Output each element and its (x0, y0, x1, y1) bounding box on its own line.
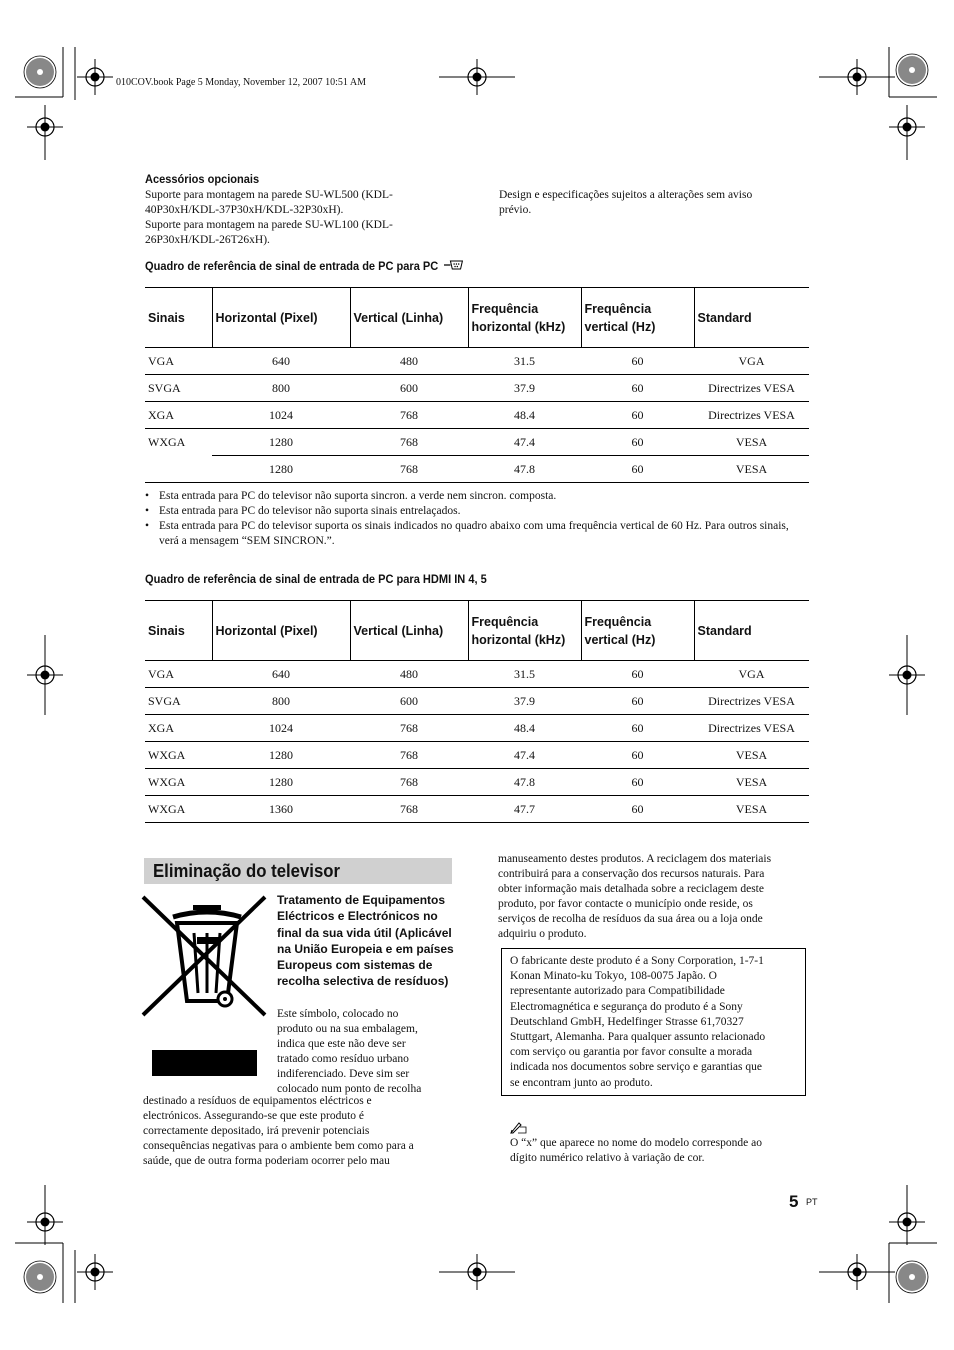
list-item: • Esta entrada para PC do televisor não suporta sincron. a verde nem sincron. composta. (145, 489, 810, 504)
page-number: 5 (789, 1192, 799, 1211)
text-line: tratado como resíduo urbano (277, 1053, 409, 1065)
table-cell: 37.9 (468, 688, 581, 715)
text-line: Este símbolo, colocado no (277, 1008, 399, 1020)
table-cell: SVGA (145, 375, 212, 402)
text-line: colocado num ponto de recolha (277, 1083, 422, 1095)
hdmi-table-title: Quadro de referência de sinal de entrada de PC para HDMI IN 4, 5 (145, 572, 487, 586)
pc-input-icon (444, 259, 464, 271)
text-line: Konan Minato-ku Tokyo, 108-0075 Japão. O (510, 970, 717, 983)
page-language: PT (806, 1197, 818, 1207)
table-cell: 47.4 (468, 742, 581, 769)
table-header-row (145, 601, 809, 661)
table-cell: 800 (212, 688, 350, 715)
table-cell: 47.4 (468, 429, 581, 456)
registration-mark-icon (24, 1261, 56, 1293)
table-cell: 768 (350, 769, 468, 796)
registration-mark-icon (77, 59, 113, 95)
col-header: Horizontal (Pixel) (212, 601, 350, 661)
table-row (145, 348, 809, 375)
col-header: Frequência horizontal (kHz) (468, 288, 581, 348)
text-line: saúde, que de outra forma poderiam ocorrer pelo mau (143, 1155, 390, 1167)
text-line: destinado a resíduos de equipamentos eléctricos e (143, 1095, 372, 1107)
table-row (145, 402, 809, 429)
table-cell: 60 (581, 348, 694, 375)
design-note (499, 188, 752, 218)
text-line: Stuttgart, Alemanha. Para qualquer assunto relacionado (510, 1031, 766, 1044)
table-cell: Directrizes VESA (694, 715, 809, 742)
col-header: Sinais (145, 288, 212, 348)
weee-crossed-bin-icon (141, 893, 267, 1079)
table-cell: 48.4 (468, 402, 581, 429)
table-cell: 60 (581, 661, 694, 688)
text-line: serviços de recolha de resíduos da sua área ou a loja onde (498, 913, 763, 925)
table-cell: VGA (145, 348, 212, 375)
table-cell: 800 (212, 375, 350, 402)
accessory-line: Suporte para montagem na parede SU-WL100 (KDL- (145, 219, 393, 231)
table-cell: 60 (581, 742, 694, 769)
col-header: Frequência horizontal (kHz) (468, 601, 581, 661)
table-cell: VESA (694, 742, 809, 769)
col-header: Standard (697, 310, 752, 325)
col-header: Standard (697, 623, 752, 638)
table-cell: WXGA (145, 769, 212, 796)
weee-text-wide (143, 1094, 414, 1169)
table-cell: VGA (694, 661, 809, 688)
table-cell: VESA (694, 796, 809, 823)
table-cell: 640 (212, 348, 350, 375)
table-cell: 768 (350, 402, 468, 429)
table-row (145, 688, 809, 715)
table-cell: WXGA (145, 742, 212, 769)
weee-text-continuation (498, 852, 771, 942)
weee-text-narrow (277, 1007, 421, 1097)
text-line: obter informação mais detalhada sobre a reciclagem deste (498, 883, 764, 895)
table-row (145, 796, 809, 823)
text-line: Electromagnética e segurança do produto é a Sony (510, 1000, 743, 1013)
accessory-line: 40P30xH/KDL-37P30xH/KDL-32P30xH). (145, 204, 344, 216)
list-item: • Esta entrada para PC do televisor não suporta sinais entrelaçados. (145, 504, 810, 519)
text-line: indica que este não deve ser (277, 1038, 406, 1050)
table-cell: 60 (581, 456, 694, 483)
table-cell: 1280 (212, 429, 350, 456)
table-cell: 768 (350, 429, 468, 456)
table-cell (145, 456, 212, 483)
accessory-line: Suporte para montagem na parede SU-WL500 (KDL- (145, 189, 393, 201)
optional-accessories-title: Acessórios opcionais (145, 172, 260, 186)
table-cell: 60 (581, 402, 694, 429)
col-header: Sinais (145, 601, 212, 661)
hdmi-signal-table (145, 600, 809, 823)
table-cell: WXGA (148, 434, 186, 449)
book-info: 010COV.book Page 5 Monday, November 12, 2007 10:51 AM (116, 77, 366, 88)
table-cell: 60 (581, 688, 694, 715)
table-cell: 60 (581, 429, 694, 456)
text-line: O “x” que aparece no nome do modelo corresponde ao (510, 1137, 762, 1149)
table-cell: 768 (350, 456, 468, 483)
table-cell: 768 (350, 742, 468, 769)
text-line: indicada nos documentos sobre serviço e garantias que (510, 1061, 762, 1074)
table-cell: SVGA (145, 688, 212, 715)
table-cell: 31.5 (468, 661, 581, 688)
table-cell: 600 (350, 375, 468, 402)
text-line: indiferenciado. Deve sim ser (277, 1068, 410, 1080)
text-line: Deutschland GmbH, Hedelfinger Strasse 61,70327 (510, 1015, 744, 1028)
text-line: O fabricante deste produto é a Sony Corporation, 1-7-1 (510, 955, 764, 967)
text-line: produto ou na sua embalagem, (277, 1023, 418, 1035)
table-cell: 47.8 (468, 456, 581, 483)
table-header-row (145, 288, 809, 348)
note-text (510, 1136, 762, 1166)
table-row (145, 661, 809, 688)
text-line: contribuirá para a conservação dos recursos naturais. Para (498, 868, 765, 880)
table-cell: VESA (694, 429, 809, 456)
text-line: representante autorizado para Compatibilidade (510, 985, 725, 998)
table-cell: 768 (350, 796, 468, 823)
table-cell: Directrizes VESA (694, 375, 809, 402)
table-cell: VESA (694, 769, 809, 796)
col-header: Vertical (Linha) (350, 601, 468, 661)
table-cell: VESA (694, 456, 809, 483)
table-cell: 47.7 (468, 796, 581, 823)
text-line: com serviço ou garantia por favor consulte a morada (510, 1046, 753, 1059)
table-cell: XGA (145, 715, 212, 742)
table-cell: 480 (350, 661, 468, 688)
table-cell: 37.9 (468, 375, 581, 402)
text-line: manuseamento destes produtos. A reciclagem dos materiais (498, 853, 772, 865)
registration-mark-icon (896, 54, 928, 86)
table-cell: 768 (350, 715, 468, 742)
accessory-line: 26P30xH/KDL-26T26xH). (145, 234, 270, 246)
pc-signal-table (145, 287, 809, 483)
table-row (145, 456, 809, 483)
list-item: • Esta entrada para PC do televisor suporta os sinais indicados no quadro abaixo com uma frequência vertical de 60 Hz. Para outros sinais, verá a mensagem “SEM SINCRON.”. (145, 519, 810, 549)
pc-notes-list (145, 489, 810, 549)
text-line: dígito numérico relativo à variação de cor. (510, 1152, 705, 1164)
table-row (145, 742, 809, 769)
table-cell: 1024 (212, 402, 350, 429)
design-note-line: prévio. (499, 204, 532, 216)
table-cell: 60 (581, 769, 694, 796)
col-header: Frequência vertical (Hz) (581, 601, 694, 661)
table-cell: Directrizes VESA (694, 402, 809, 429)
text-line: consequências negativas para o ambiente bem como para a (143, 1140, 414, 1152)
design-note-line: Design e especificações sujeitos a alterações sem aviso (499, 189, 753, 201)
table-cell: 1280 (212, 456, 350, 483)
text-line: correctamente depositado, irá prevenir potenciais (143, 1125, 370, 1137)
weee-title: Tratamento de Equipamentos Eléctricos e Electrónicos no final da sua vida útil (Aplicável na União Europeia e em países Europeus com sistemas de recolha selectiva de resíduos) (277, 893, 454, 989)
table-cell: 600 (350, 688, 468, 715)
table-cell: 48.4 (468, 715, 581, 742)
registration-mark-icon (77, 1254, 113, 1290)
registration-mark-icon (24, 56, 56, 88)
table-cell: WXGA (145, 796, 212, 823)
table-cell: VGA (694, 348, 809, 375)
table-cell: XGA (145, 402, 212, 429)
text-line: produto, por favor contacte o município onde reside, os (498, 898, 753, 910)
text-line: electrónicos. Assegurando-se que este produto é (143, 1110, 364, 1122)
table-cell: 1360 (212, 796, 350, 823)
col-header: Frequência vertical (Hz) (581, 288, 694, 348)
text-line: adquiriu o produto. (498, 928, 587, 940)
section-title: Eliminação do televisor (153, 861, 341, 881)
table-row (145, 375, 809, 402)
table-cell: VGA (145, 661, 212, 688)
table-cell: 480 (350, 348, 468, 375)
table-cell: 60 (581, 796, 694, 823)
note-pencil-icon (510, 1122, 528, 1134)
manufacturer-box (501, 948, 806, 1096)
table-row (145, 715, 809, 742)
table-row (145, 769, 809, 796)
table-cell: 60 (581, 715, 694, 742)
table-cell: 47.8 (468, 769, 581, 796)
col-header: Vertical (Linha) (350, 288, 468, 348)
table-row (145, 429, 809, 456)
table-cell: 60 (581, 375, 694, 402)
table-cell: Directrizes VESA (694, 688, 809, 715)
col-header: Horizontal (Pixel) (212, 288, 350, 348)
table-cell: 640 (212, 661, 350, 688)
table-cell: 1024 (212, 715, 350, 742)
pc-table-title: Quadro de referência de sinal de entrada de PC para PC (145, 259, 464, 273)
registration-mark-icon (896, 1261, 928, 1293)
table-cell: 31.5 (468, 348, 581, 375)
text-line: se encontram junto ao produto. (510, 1076, 653, 1089)
table-cell: 1280 (212, 769, 350, 796)
table-cell: 1280 (212, 742, 350, 769)
optional-accessories (145, 172, 393, 248)
